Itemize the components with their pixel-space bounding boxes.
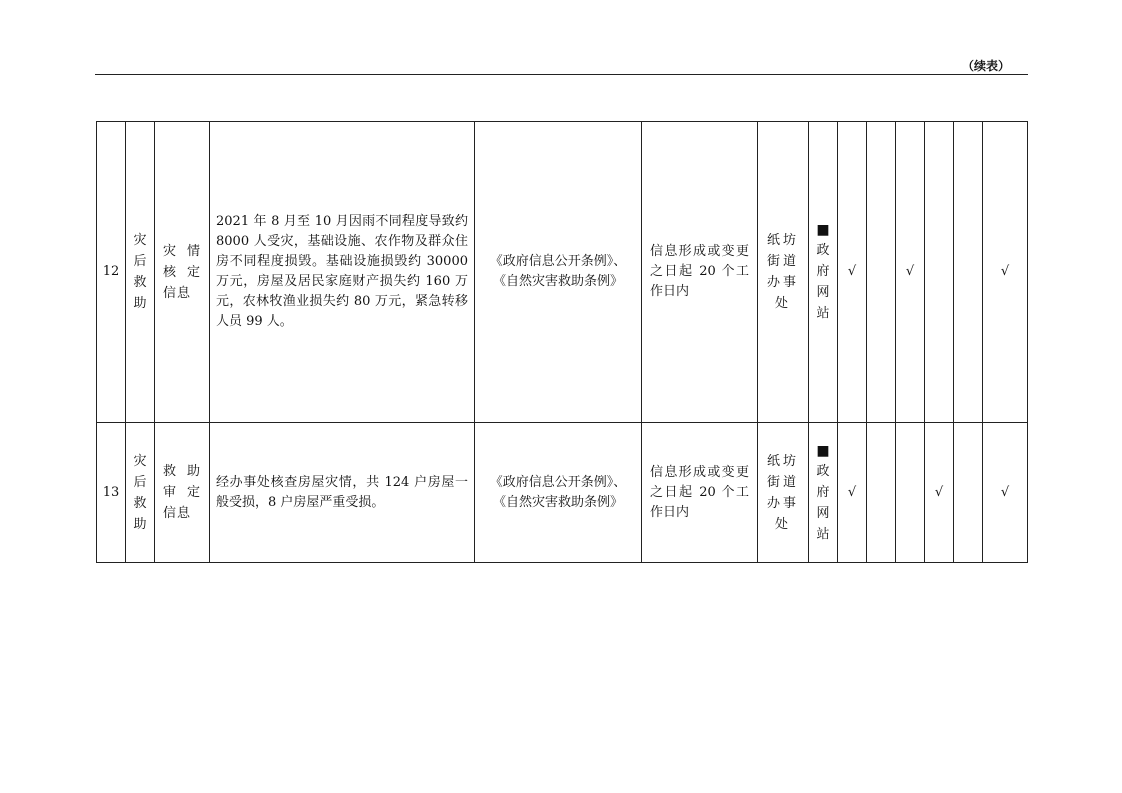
check-cell: √ — [925, 423, 954, 563]
row-number: 13 — [97, 423, 126, 563]
item-cell — [155, 122, 210, 423]
header-rule — [95, 74, 1028, 75]
channel-text: 政府网站 — [816, 463, 830, 542]
check-cell — [867, 122, 896, 423]
detail-cell: 经办事处核查房屋灾情，共 124 户房屋一般受损，8 户房屋严重受损。 — [210, 423, 475, 563]
basis-line-1: 《政府信息公开条例》、 — [489, 474, 627, 490]
channel-cell — [809, 423, 838, 563]
time-limit-cell: 信息形成或变更之日起 20 个工作日内 — [642, 122, 758, 423]
table-row — [97, 423, 1028, 563]
channel-cell — [809, 122, 838, 423]
basis-line-2: 《自然灾害救助条例》 — [492, 274, 623, 289]
basis-line-2: 《自然灾害救助条例》 — [492, 494, 623, 510]
time-limit-cell: 信息形成或变更之日起 20 个工作日内 — [642, 423, 758, 563]
category-text: 灾后救助 — [133, 453, 147, 532]
check-cell: √ — [983, 122, 1028, 423]
category-cell — [126, 122, 155, 423]
square-marker-icon: ■ — [816, 222, 830, 238]
continued-label: （续表） — [962, 59, 1011, 73]
check-cell — [954, 423, 983, 563]
check-cell: √ — [838, 122, 867, 423]
table-row — [97, 122, 1028, 423]
subject-text: 纸坊街道办事处 — [766, 453, 799, 532]
channel-text: 政府网站 — [816, 243, 830, 321]
category-text: 灾后救助 — [133, 233, 147, 311]
item-text: 救助审定信息 — [163, 464, 201, 521]
check-cell: √ — [838, 423, 867, 563]
subject-cell — [758, 122, 809, 423]
check-cell: √ — [983, 423, 1028, 563]
check-cell: √ — [896, 122, 925, 423]
check-cell — [954, 122, 983, 423]
check-cell — [896, 423, 925, 563]
item-text: 灾情核定信息 — [163, 243, 201, 301]
item-cell — [155, 423, 210, 563]
row-number: 12 — [97, 122, 126, 423]
basis-line-1: 《政府信息公开条例》、 — [489, 254, 627, 269]
basis-cell — [475, 122, 642, 423]
category-cell — [126, 423, 155, 563]
subject-cell — [758, 423, 809, 563]
basis-cell — [475, 423, 642, 563]
detail-cell: 2021 年 8 月至 10 月因雨不同程度导致约 8000 人受灾，基础设施、农作物及群众住房不同程度损毁。基础设施损毁约 30000 万元，房屋及居民家庭财产损失约 160 万元，农林牧渔业损失约 80 万元，紧急转移人员 99 人。 — [210, 122, 475, 423]
square-marker-icon: ■ — [816, 442, 830, 459]
subject-text: 纸坊街道办事处 — [766, 233, 799, 311]
disclosure-table — [96, 121, 1028, 563]
check-cell — [925, 122, 954, 423]
check-cell — [867, 423, 896, 563]
